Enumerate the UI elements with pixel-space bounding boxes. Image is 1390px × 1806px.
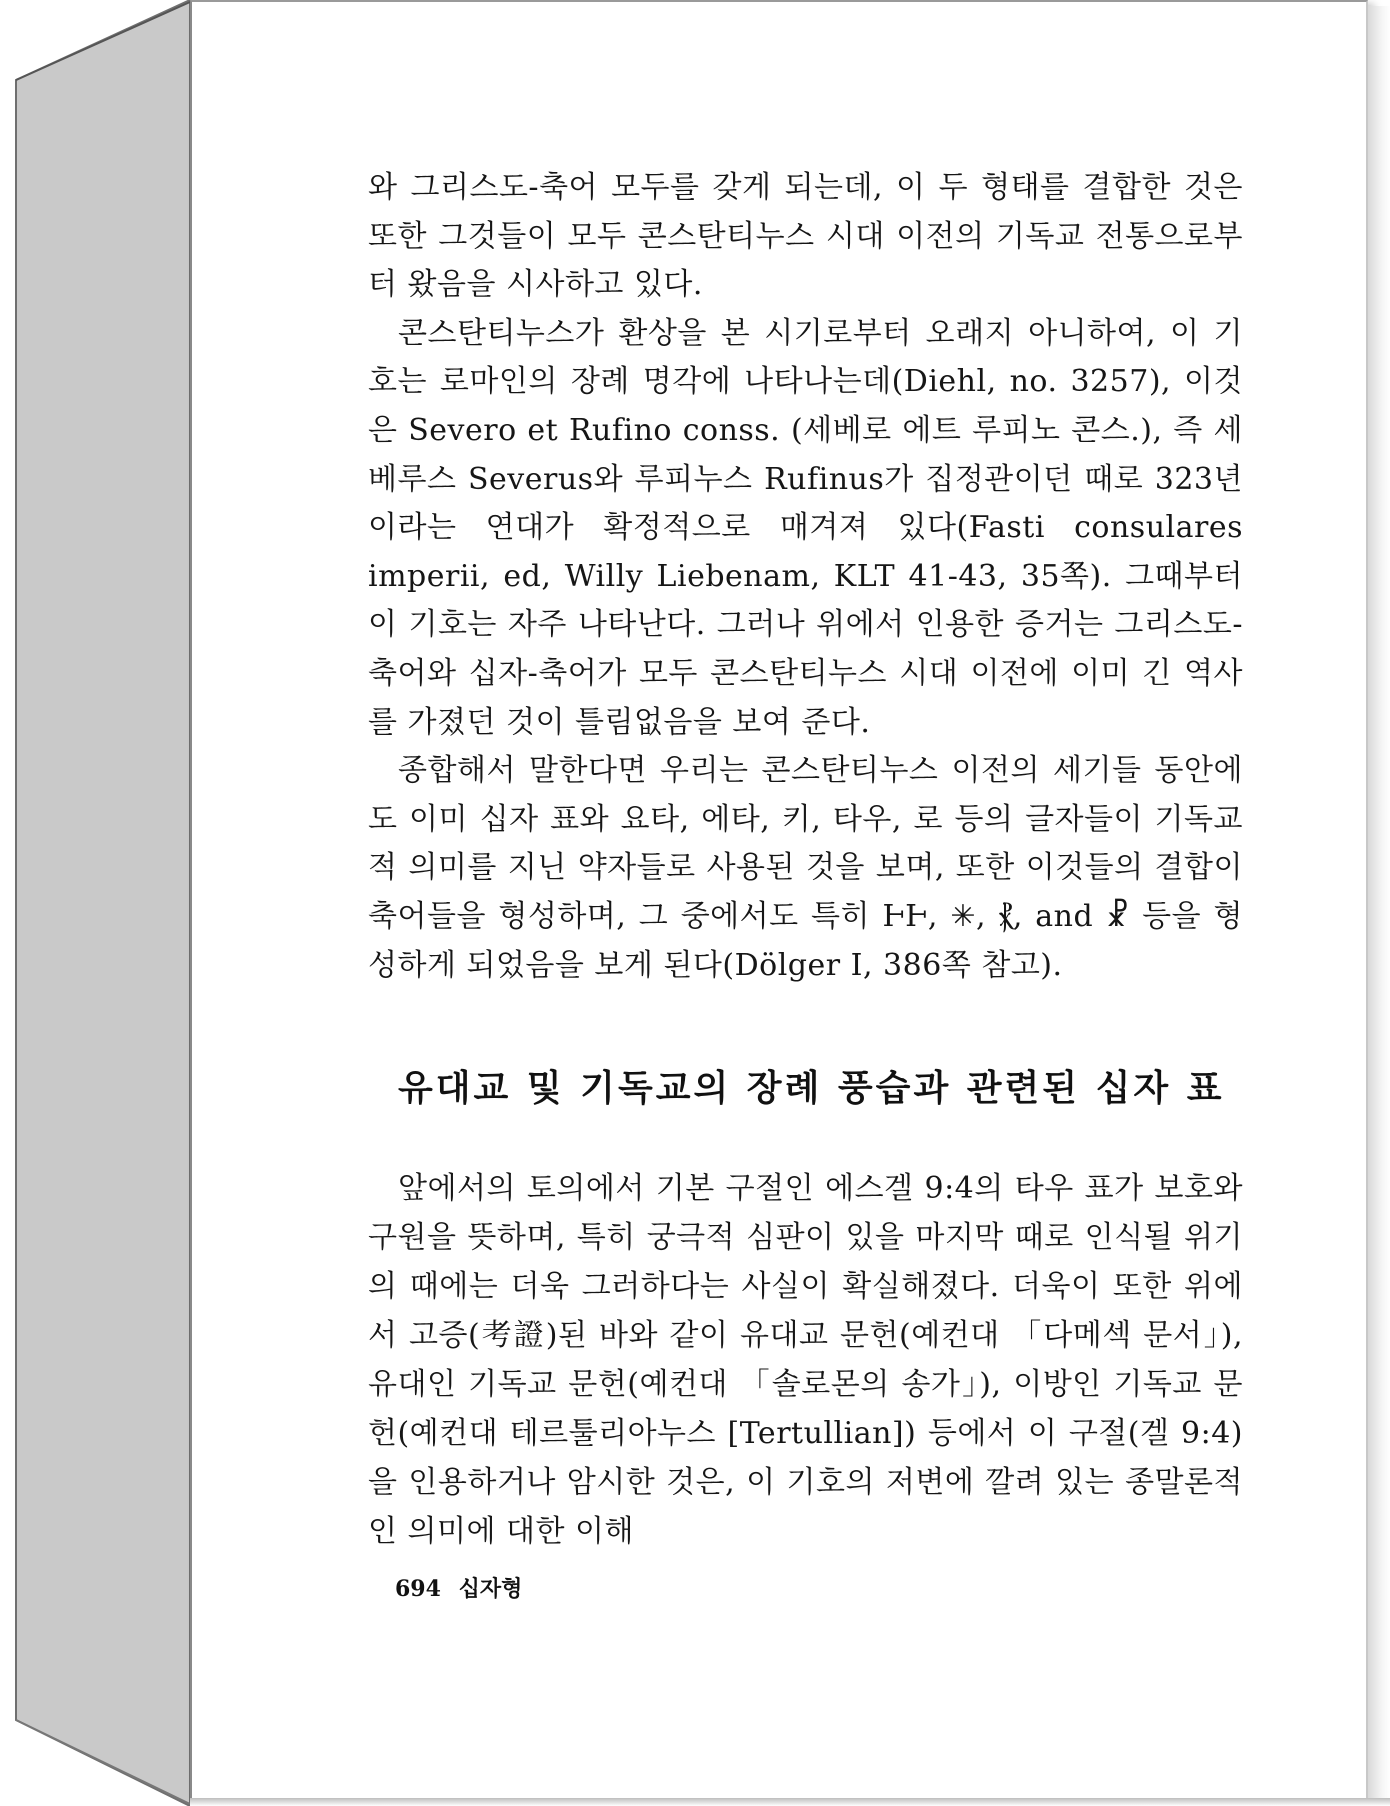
body-text-top — [368, 164, 1243, 990]
book-spine-edge — [0, 0, 200, 1806]
body-text-bottom — [368, 1164, 1243, 1556]
running-title: 십자형 — [458, 1576, 523, 1602]
section-heading: 유대교 및 기독교의 장례 풍습과 관련된 십자 표 — [398, 1067, 1225, 1109]
paragraph-ezekiel: 앞에서의 토의에서 기본 구절인 에스겔 9:4의 타우 표가 보호와 구원을 뜻하며, 특히 궁극적 심판이 있을 마지막 때로 인식될 위기의 때에는 더욱 그러하다는 사실이 확실해졌다. 더욱이 또한 위에서 고증(考證)된 바와 같이 유대교 문헌(예컨대 「다메섹 문서」), 유대인 기독교 문헌(예컨대 「솔로몬의 송가」), 이방인 기독교 문헌(예컨대 테르툴리아누스 [Tertullian]) 등에서 이 구절(겔 9:4)을 인용하거나 암시한 것은, 이 기호의 저변에 깔려 있는 종말론적인 의미에 대한 이해 — [368, 1171, 1243, 1549]
paragraph-summary: 종합해서 말한다면 우리는 콘스탄티누스 이전의 세기들 동안에도 이미 십자 표와 요타, 에타, 키, 타우, 로 등의 글자들이 기독교적 의미를 지닌 약자들로 사용된 것을 보며, 또한 이것들의 결합이 축어들을 형성하며, 그 중에서도 특히 ⱵⱵ, ✳, ⳩, and ☧ 등을 형성하게 되었음을 보게 된다(Dölger I, 386쪽 참고). — [368, 753, 1243, 983]
paragraph-continued: 와 그리스도-축어 모두를 갖게 되는데, 이 두 형태를 결합한 것은 또한 그것들이 모두 콘스탄티누스 시대 이전의 기독교 전통으로부터 왔음을 시사하고 있다. — [368, 170, 1243, 303]
page-number: 694 — [395, 1576, 441, 1602]
page-right-shadow — [1368, 6, 1390, 1806]
page-footer — [395, 1572, 522, 1603]
paragraph-constantine-vision: 콘스탄티누스가 환상을 본 시기로부터 오래지 아니하여, 이 기호는 로마인의 장례 명각에 나타나는데(Diehl, no. 3257), 이것은 Severo et Rufino conss. (세베로 에트 루피노 콘스.), 즉 세베루스 Severus와 루피누스 Rufinus가 집정관이던 때로 323년이라는 연대가 확정적으로 매겨져 있다(Fasti consulares imperii, ed, Willy Liebenam, KLT 41-43, 35쪽). 그때부터 이 기호는 자주 나타난다. 그러나 위에서 인용한 증거는 그리스도-축어와 십자-축어가 모두 콘스탄티누스 시대 이전에 이미 긴 역사를 가졌던 것이 틀림없음을 보여 준다. — [368, 315, 1243, 740]
page-bottom-shadow — [190, 1798, 1390, 1806]
